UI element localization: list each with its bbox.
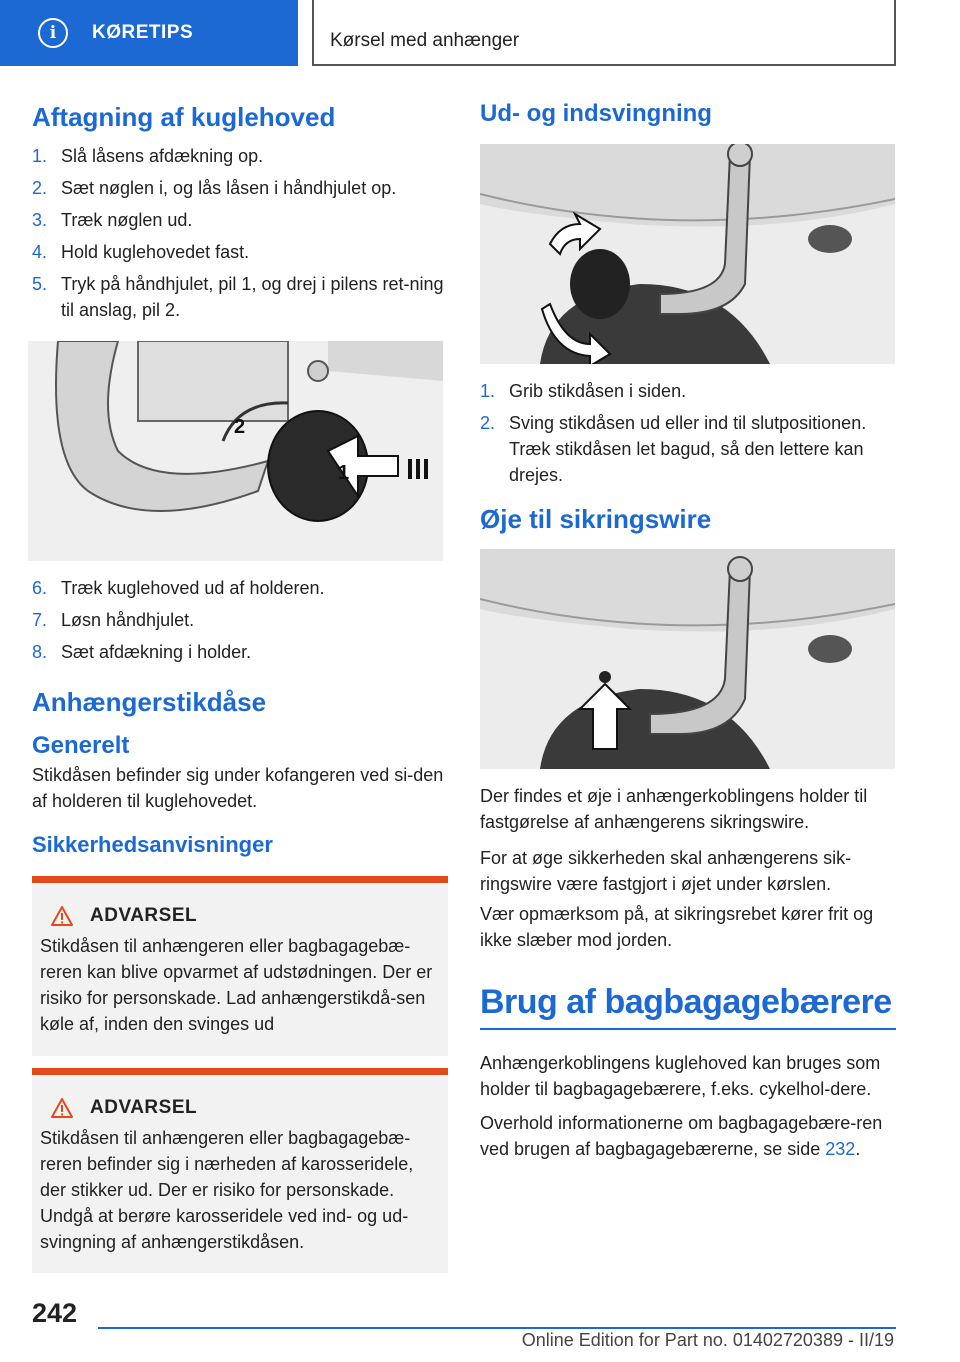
list-item: 2. Sæt nøglen i, og lås låsen i håndhjulet op. bbox=[32, 178, 397, 198]
list-item: 2. Sving stikdåsen ud eller ind til slutpositionen. Træk stikdåsen let bagud, så den lettere kan drejes. bbox=[480, 413, 867, 485]
safety-eye-illustration bbox=[480, 549, 895, 769]
warning-icon bbox=[50, 905, 74, 927]
warning-label: ADVARSEL bbox=[90, 905, 198, 926]
list-item: 1. Slå låsens afdækning op. bbox=[32, 146, 264, 166]
eye-paragraph-1: Der findes et øje i anhængerkoblingens holder til fastgørelse af anhængerens sikringswire. bbox=[480, 786, 868, 832]
arrow-label-1: 1 bbox=[338, 462, 350, 484]
page-number: 242 bbox=[32, 1298, 78, 1328]
topic-title: Kørsel med anhænger bbox=[330, 30, 520, 51]
eye-paragraph-3: Vær opmærksom på, at sikringsrebet kører frit og ikke slæber mod jorden. bbox=[480, 904, 874, 950]
carrier-paragraph-2: Overhold informationerne om bagbagagebære-ren ved brugen af bagbagagebærerne, se side 232. bbox=[480, 1113, 883, 1159]
heading-socket: Anhængerstikdåse bbox=[32, 687, 267, 717]
socket-swing-illustration bbox=[480, 144, 895, 364]
page-reference-link[interactable]: 232 bbox=[825, 1139, 856, 1159]
warning-box-2 bbox=[32, 1068, 448, 1273]
list-item: 5. Tryk på håndhjulet, pil 1, og drej i pilens ret-ning til anslag, pil 2. bbox=[32, 274, 444, 320]
heading-rule bbox=[480, 1028, 896, 1030]
footer-rule bbox=[98, 1327, 896, 1329]
edition-note: Online Edition for Part no. 01402720389 - II/19 bbox=[521, 1330, 894, 1350]
heading-bike-carrier: Brug af bagbagagebærere bbox=[480, 983, 892, 1021]
steps-list-swing bbox=[480, 378, 896, 488]
list-item: 4. Hold kuglehovedet fast. bbox=[32, 242, 250, 262]
list-item: 3. Træk nøglen ud. bbox=[32, 210, 193, 230]
general-text: Stikdåsen befinder sig under kofangeren ved si-den af holderen til kuglehovedet. bbox=[32, 765, 444, 811]
page-header bbox=[0, 0, 960, 66]
list-item: 8. Sæt afdækning i holder. bbox=[32, 642, 252, 662]
carrier-paragraph-1: Anhængerkoblingens kuglehoved kan bruges som holder til bagbagagebærere, f.eks. cykelhol-dere. bbox=[480, 1053, 881, 1099]
warning-label: ADVARSEL bbox=[90, 1097, 198, 1118]
warning-text: Stikdåsen til anhængeren eller bagbagagebæ-reren kan blive opvarmet af udstødningen. Der er risiko for personskade. Lad anhængerstikdå-sen køle af, inden den svinges ud bbox=[40, 936, 433, 1034]
warning-box-1 bbox=[32, 876, 448, 1056]
warning-text: Stikdåsen til anhængeren eller bagbagagebæ-reren befinder sig i nærheden af karosseridele, der stikker ud. Der er risiko for personskade. Undgå at berøre karosseridele ved ind- og ud-svingning af anhængerstikdåsen. bbox=[40, 1128, 414, 1252]
subheading-general: Generelt bbox=[32, 732, 130, 759]
left-column bbox=[32, 100, 448, 1273]
topic-box bbox=[312, 0, 896, 66]
list-item: 7. Løsn håndhjulet. bbox=[32, 610, 195, 630]
subheading-safety: Sikkerhedsanvisninger bbox=[32, 832, 273, 857]
heading-safety-eye: Øje til sikringswire bbox=[480, 504, 712, 534]
warning-icon bbox=[50, 1097, 74, 1119]
heading-remove-ball-head: Aftagning af kuglehoved bbox=[32, 102, 336, 132]
right-column bbox=[480, 100, 896, 1162]
arrow-label-2: 2 bbox=[234, 416, 246, 438]
section-label: KØRETIPS bbox=[92, 22, 194, 43]
figure-safety-eye bbox=[480, 549, 895, 769]
steps-list-b bbox=[32, 575, 448, 665]
list-item: 6. Træk kuglehoved ud af holderen. bbox=[32, 578, 325, 598]
info-icon: i bbox=[38, 18, 68, 48]
steps-list-a bbox=[32, 143, 448, 323]
figure-hand-wheel bbox=[28, 341, 443, 561]
section-tab[interactable] bbox=[0, 0, 298, 66]
eye-paragraph-2: For at øge sikkerheden skal anhængerens sik-ringswire være fastgjort i øjet under kørslen. bbox=[480, 848, 852, 894]
figure-socket-swing bbox=[480, 144, 895, 364]
list-item: 1. Grib stikdåsen i siden. bbox=[480, 381, 687, 401]
hand-wheel-illustration bbox=[28, 341, 443, 561]
heading-swing: Ud- og indsvingning bbox=[480, 100, 712, 127]
